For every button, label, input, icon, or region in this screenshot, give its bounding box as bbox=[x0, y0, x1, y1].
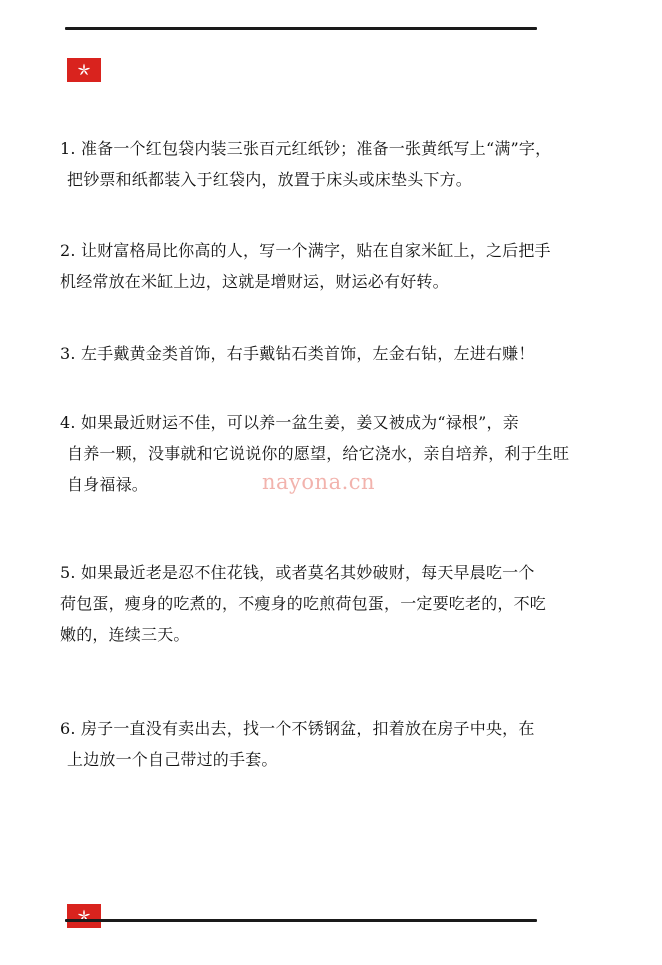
top-rule bbox=[65, 27, 537, 30]
hong-kong-flag-icon bbox=[67, 904, 101, 928]
tip-2-line-2: 机经常放在米缸上边，这就是增财运，财运必有好转。 bbox=[60, 272, 449, 291]
tip-6-line-2: 上边放一个自己带过的手套。 bbox=[67, 750, 278, 769]
tip-1-line-2: 把钞票和纸都装入于红袋内，放置于床头或床垫头下方。 bbox=[67, 170, 473, 189]
tip-4-line-3: 自身福禄。 bbox=[67, 475, 149, 494]
tip-4-line-2: 自养一颗，没事就和它说说你的愿望，给它浇水，亲自培养，利于生旺 bbox=[67, 444, 570, 463]
tip-1 bbox=[60, 133, 620, 195]
tip-3 bbox=[60, 338, 620, 369]
tip-4-line-1: 4. 如果最近财运不佳，可以养一盆生姜，姜又被成为“禄根”，亲 bbox=[60, 413, 519, 432]
tip-3-line-1: 3. 左手戴黄金类首饰，右手戴钻石类首饰，左金右钻，左进右赚！ bbox=[60, 344, 535, 363]
hong-kong-flag-icon bbox=[67, 58, 101, 82]
watermark-text: nayona.cn bbox=[262, 470, 376, 494]
tip-5 bbox=[60, 557, 620, 650]
tip-5-line-3: 嫩的，连续三天。 bbox=[60, 625, 190, 644]
tip-2 bbox=[60, 235, 620, 297]
tip-6 bbox=[60, 713, 620, 775]
tip-1-line-1: 1. 准备一个红包袋内装三张百元红纸钞；准备一张黄纸写上“满”字， bbox=[60, 139, 552, 158]
tip-2-line-1: 2. 让财富格局比你高的人，写一个满字，贴在自家米缸上，之后把手 bbox=[60, 241, 551, 260]
bottom-rule bbox=[65, 919, 537, 922]
tip-6-line-1: 6. 房子一直没有卖出去，找一个不锈钢盆，扣着放在房子中央，在 bbox=[60, 719, 535, 738]
tip-5-line-2: 荷包蛋，瘦身的吃煮的，不瘦身的吃煎荷包蛋，一定要吃老的，不吃 bbox=[60, 594, 547, 613]
tip-5-line-1: 5. 如果最近老是忍不住花钱，或者莫名其妙破财，每天早晨吃一个 bbox=[60, 563, 535, 582]
